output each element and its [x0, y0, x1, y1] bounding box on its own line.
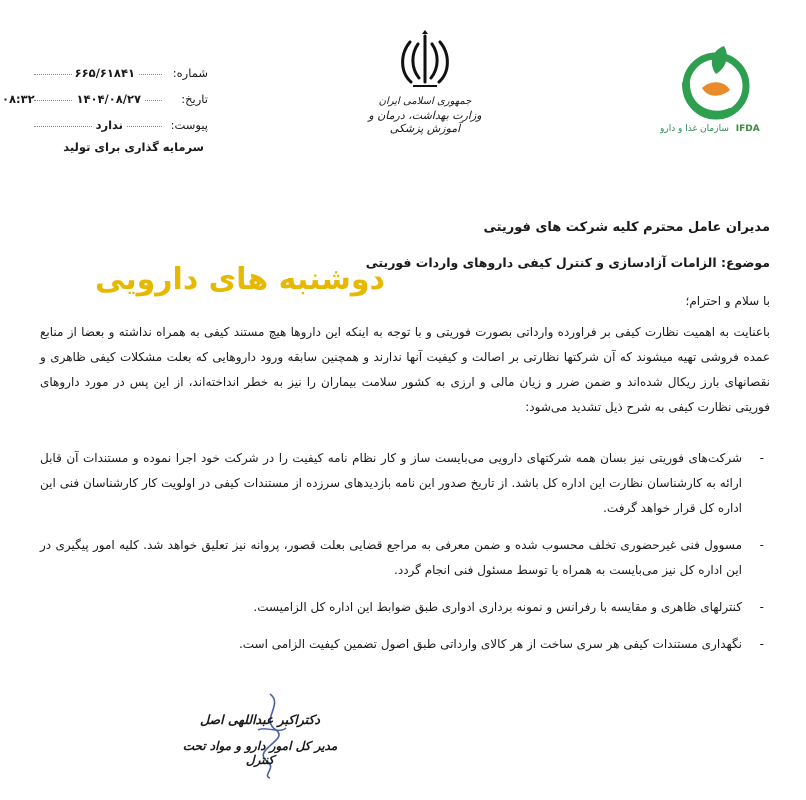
greeting: با سلام و احترام؛ — [685, 294, 770, 308]
addressee: مدیران عامل محترم کلیه شرکت های فوریتی — [483, 220, 770, 235]
ifda-logo-icon — [672, 40, 762, 124]
date-row — [2, 86, 208, 112]
logo-en-caption: IFDA — [735, 124, 760, 134]
signature-block — [170, 712, 350, 767]
number-label: شماره: — [172, 66, 208, 80]
date-label: تاریخ: — [181, 92, 208, 106]
list-item-text: نگهداری مستندات کیفی هر سری ساخت از هر کالای وارداتی طبق اصول تضمین کیفیت الزامی است. — [238, 637, 742, 651]
bullet-marker: - — [759, 451, 764, 465]
attachment-row — [8, 112, 208, 138]
letter-meta — [2, 60, 208, 154]
list-item — [40, 533, 770, 583]
subject: موضوع: الزامات آزادسازی و کنترل کیفی داروهای واردات فوریتی — [365, 255, 770, 270]
attachment-value: ندارد — [93, 112, 126, 138]
list-item — [40, 446, 770, 521]
number-value: ۶۶۵/۶۱۸۴۱ — [72, 60, 138, 86]
emblem-icon — [395, 30, 455, 92]
iran-emblem — [360, 30, 490, 135]
intro-paragraph: باعنایت به اهمیت نظارت کیفی بر فراورده وارداتی بصورت فوریتی و با توجه به اینکه این داروها هیچ مستند کیفی به همراه نداشته و بعضا از منابع عمده فروشی تهیه میشوند که آن شرکتها نظارتی بر اصالت و کیفیت آنها ندارند و همچنین سابقه ورود داروهایی که بعلت مشکلات کیفی ظاهری و نقصانهای بارز ریکال شده‌اند و ضمن ضرر و زیان مالی و ارزی به کشور سلامت بیماران را نیز به خطر انداخته‌اند، از این پس در مورد داروهای فوریتی نظارت کیفی به شرح ذیل تشدید می‌شود: — [40, 325, 770, 414]
list-item-text: کنترلهای ظاهری و مقایسه با رفرانس و نمونه برداری ادواری طبق ضوابط این اداره کل الزامیست. — [253, 600, 742, 614]
signer-name: دکتراکبر عبداللهی اصل — [200, 712, 320, 727]
signer-title: مدیر کل امور دارو و مواد تحت کنترل — [182, 739, 338, 767]
requirements-list — [40, 446, 770, 669]
list-item — [40, 595, 770, 620]
watermark-text: دوشنبه های دارویی — [95, 262, 385, 297]
date-value: ۱۴۰۴/۰۸/۲۷ — [73, 86, 144, 112]
list-item-text: شرکت‌های فوریتی نیز بسان همه شرکتهای دارویی می‌بایست ساز و کار نظام نامه کیفیت را در شرکت خود اجرا نموده و مستندات آن قابل ارائه به کارشناسان نظارت این اداره کل باشد. از تاریخ صدور این نامه بازدیدهای سرزده از مستندات کیفی در اولویت کار کارشناسان فنی این اداره کل قرار خواهد گرفت. — [40, 451, 742, 515]
number-row — [8, 60, 208, 86]
list-item-text: مسوول فنی غیرحضوری تخلف محسوب شده و ضمن معرفی به مراجع قضایی بعلت قصور، پروانه نیز تعلیق خواهد شد. کلیه امور پیگیری در این اداره کل نیز می‌بایست به همراه یا توسط مسئول فنی انجام گردد. — [40, 538, 742, 577]
time-value: ۰۸:۳۲ — [2, 92, 35, 106]
bullet-marker: - — [759, 538, 764, 552]
list-item — [40, 632, 770, 657]
logo-caption — [660, 124, 770, 134]
bullet-marker: - — [759, 600, 764, 614]
ifda-logo — [660, 40, 770, 134]
header-note: سرمایه گذاری برای تولید — [63, 140, 204, 154]
bullet-marker: - — [759, 637, 764, 651]
attachment-label: پیوست: — [170, 118, 208, 132]
logo-fa-caption: سازمان غذا و دارو — [660, 124, 729, 134]
emblem-line2: وزارت بهداشت، درمان و آموزش پزشکی — [368, 109, 482, 135]
emblem-line1: جمهوری اسلامی ایران — [378, 96, 472, 107]
